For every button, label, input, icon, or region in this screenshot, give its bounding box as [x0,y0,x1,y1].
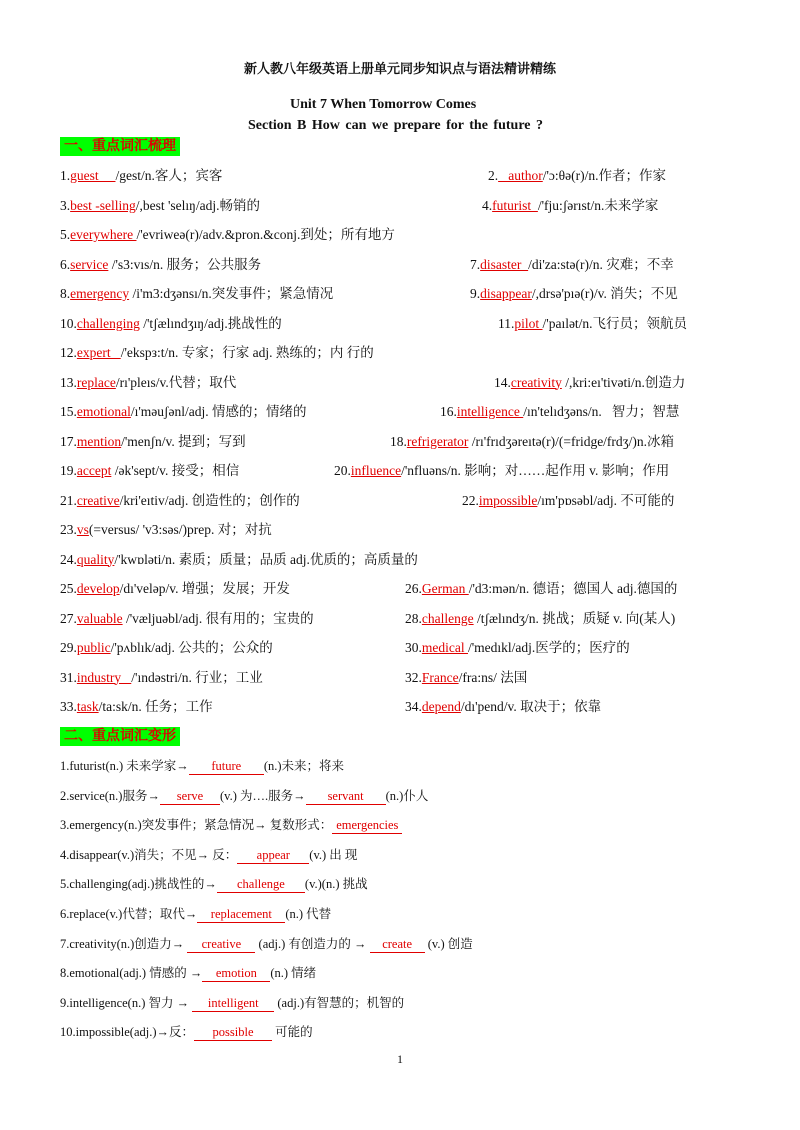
vocab-number: 31. [60,669,77,685]
word-form-row [60,756,344,776]
vocab-row [0,697,800,717]
vocab-definition: /'ekspз:t/n. 专家；行家 adj. 熟练的；内 行的 [120,345,374,360]
vocab-row [0,373,800,393]
word-form-answer: replacement [197,907,285,923]
vocab-word: replace [76,374,116,390]
vocab-entry-left [60,697,213,717]
word-form-text: (v.) 出 现 [309,847,358,862]
vocab-word: depend [421,699,461,714]
word-form-row [60,845,357,865]
word-form-text: 10.impossible(adj.)→反： [60,1025,195,1040]
vocab-entry-left [60,432,246,452]
vocab-entry-right [405,697,601,717]
vocab-row [0,668,800,688]
vocab-definition: /'kwɒləti/n. 素质；质量；品质 adj.优质的；高质量的 [114,551,418,567]
vocab-definition: /'nfluəns/n. 影响；对……起作用 v. 影响；作用 [401,463,670,478]
vocab-row [0,402,800,422]
vocab-definition: /di'za:stə(r)/n. 灾难；不幸 [528,256,674,272]
vocab-definition: /'paılət/n.飞行员；领航员 [542,315,688,331]
word-form-answer: creative [187,937,255,953]
vocab-definition: /rı'frıdʒəreıtə(r)/(=fridge/frdʒ/)n.冰箱 [468,433,675,449]
vocab-row [0,550,800,570]
vocab-number: 10. [60,315,77,331]
vocab-number: 9. [470,286,481,301]
vocab-definition: (=versus/ 'v3:səs/)prep. 对；对抗 [88,522,272,537]
vocab-number: 18. [390,433,407,449]
word-form-text: 6.replace(v.)代替；取代→ [60,907,198,921]
vocab-number: 7. [470,256,481,272]
word-form-text: 7.creativity(n.)创造力→ [60,936,188,951]
vocab-definition: /rı'pleıs/v.代替；取代 [115,374,237,390]
vocab-word: disaster [480,256,529,272]
word-form-row [60,1022,313,1042]
vocab-definition: /'væljuəbl/adj. 很有用的；宝贵的 [122,610,314,626]
vocab-number: 13. [60,374,77,390]
vocab-word: creative [76,492,120,508]
vocab-entry-left [60,314,282,334]
vocab-number: 8. [60,286,71,301]
vocab-word: everywhere [70,227,137,242]
vocab-number: 3. [60,197,71,213]
word-form-answer: challenge [217,877,305,893]
vocab-definition: /fra:ns/ 法国 [458,669,528,685]
word-form-row [60,874,368,894]
vocab-word: France [421,669,459,685]
word-form-text: 3.emergency(n.)突发事件；紧急情况→ 复数形式： [60,818,333,833]
vocab-entry-right [494,373,685,393]
vocab-entry-right [462,491,674,511]
vocab-entry-right [440,402,679,422]
vocab-entry-right [482,196,658,216]
vocab-number: 29. [60,640,77,655]
vocab-definition: /'ındəstri/n. 行业；工业 [131,669,263,685]
word-form-text: 2.service(n.)服务→ [60,788,160,803]
vocab-word: impossible [478,492,538,508]
vocab-word: emotional [76,404,131,419]
vocab-word: quality [76,551,115,567]
vocab-entry-right [405,638,630,658]
vocab-word: service [70,256,109,272]
vocab-row [0,579,800,599]
word-form-row [60,963,316,983]
word-form-text: (n.) 代替 [285,907,332,921]
vocab-definition: /tʃælındʒ/n. 挑战；质疑 v. 向(某人) [473,610,676,626]
vocab-entry-left [60,609,314,629]
heading-vocabulary: 一、重点词汇梳理 [60,137,180,156]
vocab-definition: /ın'telıdʒəns/n. 智力；智慧 [523,404,680,419]
word-form-text: 8.emotional(adj.) 情感的 → [60,966,203,981]
vocab-number: 25. [60,581,77,596]
vocab-word: industry [76,669,132,685]
vocab-number: 16. [440,404,457,419]
vocab-word: expert [76,345,121,360]
word-form-text: (n.) 情绪 [270,966,317,981]
vocab-definition: /i'm3:dʒənsı/n.突发事件；紧急情况 [129,286,334,301]
word-form-text: 5.challenging(adj.)挑战性的→ [60,877,217,892]
vocab-number: 19. [60,463,77,478]
vocab-entry-left [60,373,236,393]
vocab-number: 14. [494,374,511,390]
vocab-definition: /'medıkl/adj.医学的；医疗的 [467,640,630,655]
vocab-word: intelligence [456,404,524,419]
vocab-entry-left [60,402,307,422]
word-form-text: 9.intelligence(n.) 智力 → [60,995,193,1010]
vocab-word: vs [76,522,89,537]
vocab-number: 32. [405,669,422,685]
vocab-entry-right [390,432,674,452]
vocab-row [0,609,800,629]
vocab-entry-left [60,520,272,540]
vocab-entry-left [60,284,333,304]
vocab-row [0,196,800,216]
vocab-definition: /,drsə'pıə(r)/v. 消失；不见 [531,286,678,301]
vocab-row [0,491,800,511]
word-form-text: (n.)未来；将来 [263,759,345,773]
vocab-number: 4. [482,197,493,213]
vocab-number: 15. [60,404,77,419]
word-form-row [60,993,404,1013]
vocab-word: author [498,168,543,183]
vocab-entry-right [498,314,687,334]
vocab-entry-right [470,255,674,275]
vocab-number: 24. [60,551,77,567]
vocab-entry-left [60,166,222,186]
vocab-definition: /'menʃn/v. 提到；写到 [121,433,246,449]
word-form-row [60,904,331,924]
vocab-word: guest [70,168,116,183]
word-form-row [60,786,428,806]
vocab-definition: /ək'sept/v. 接受；相信 [111,463,240,478]
vocab-number: 23. [60,522,77,537]
vocab-number: 30. [405,640,422,655]
word-form-row [60,934,473,954]
vocab-entry-left [60,225,395,245]
vocab-entry-left [60,668,263,688]
vocab-word: futurist [492,197,538,213]
vocab-word: creativity [510,374,562,390]
word-form-text: (adj.) 有创造力的 → [255,936,370,951]
vocab-word: public [76,640,111,655]
vocab-definition: /'d3:mən/n. 德语；德国人 adj.德国的 [468,581,678,596]
vocab-word: develop [76,581,120,596]
vocab-entry-right [405,609,675,629]
vocab-entry-left [60,196,260,216]
word-form-text: (v.)(n.) 挑战 [304,877,368,892]
vocab-word: mention [76,433,122,449]
vocab-entry-left [60,550,418,570]
page-number: 1 [397,1052,403,1066]
vocab-definition: /'s3:vıs/n. 服务；公共服务 [108,256,262,272]
vocab-word: influence [350,463,402,478]
vocab-entry-left [60,461,239,481]
word-form-text: 1.futurist(n.) 未来学家→ [60,759,189,773]
vocab-row [0,166,800,186]
vocab-number: 26. [405,581,422,596]
vocab-word: challenge [421,610,474,626]
vocab-row [0,461,800,481]
word-form-answer: emergencies [332,818,402,834]
vocab-word: emergency [70,286,130,301]
vocab-row [0,255,800,275]
vocab-entry-left [60,579,290,599]
vocab-number: 27. [60,610,77,626]
unit-title: Unit 7 When Tomorrow Comes [290,97,477,112]
vocab-definition: /dı'pend/v. 取决于；依靠 [460,699,602,714]
vocab-entry-right [334,461,669,481]
vocab-definition: /,kri:eı'tivəti/n.创造力 [561,374,686,390]
vocab-number: 34. [405,699,422,714]
word-form-answer: create [370,937,425,953]
vocab-number: 11. [498,315,515,331]
word-form-answer: appear [237,848,309,864]
vocab-word: best -selling [70,197,136,213]
word-form-row [60,815,402,835]
word-form-text: 4.disappear(v.)消失；不见→ 反： [60,847,238,862]
word-form-answer: future [189,759,264,775]
word-form-text: (n.)仆人 [385,788,429,803]
word-form-answer: emotion [202,966,270,982]
word-form-answer: intelligent [192,996,274,1012]
vocab-definition: /,best 'selıŋ/adj.畅销的 [135,197,260,213]
vocab-row [0,638,800,658]
vocab-number: 20. [334,463,351,478]
vocab-row [0,225,800,245]
vocab-definition: /'ɔ:θə(r)/n.作者；作家 [542,168,666,183]
word-form-answer: servant [306,789,386,805]
vocab-number: 1. [60,168,71,183]
vocab-row [0,343,800,363]
vocab-definition: /'evriweə(r)/adv.&pron.&conj.到处；所有地方 [136,227,395,242]
vocab-word: accept [76,463,112,478]
vocab-word: task [76,699,99,714]
word-form-answer: serve [160,789,220,805]
vocab-definition: /ım'pɒsəbl/adj. 不可能的 [537,492,675,508]
vocab-word: medical [421,640,468,655]
vocab-word: disappear [480,286,532,301]
word-form-text: 可能的 [272,1025,313,1040]
vocab-word: valuable [76,610,123,626]
vocab-entry-left [60,343,374,363]
vocab-word: challenging [76,315,140,331]
vocab-entry-left [60,638,273,658]
vocab-number: 21. [60,492,77,508]
vocab-definition: /gest/n.客人；宾客 [115,168,223,183]
vocab-number: 5. [60,227,71,242]
vocab-entry-left [60,255,261,275]
vocab-definition: /'fju:ʃərıst/n.未来学家 [537,197,659,213]
vocab-number: 12. [60,345,77,360]
vocab-number: 17. [60,433,77,449]
section-title: Section B How can we prepare for the future ? [248,118,543,133]
vocab-number: 6. [60,256,71,272]
vocab-definition: /kri'eıtiv/adj. 创造性的；创作的 [119,492,300,508]
vocab-row [0,314,800,334]
document-header: 新人教八年级英语上册单元同步知识点与语法精讲精练 [243,61,556,76]
vocab-entry-right [488,166,666,186]
vocab-entry-left [60,491,300,511]
vocab-number: 22. [462,492,479,508]
vocab-word: refrigerator [406,433,469,449]
vocab-entry-right [470,284,678,304]
vocab-row [0,520,800,540]
vocab-definition: /'pʌblık/adj. 公共的；公众的 [110,640,273,655]
vocab-definition: /'tʃælındʒıŋ/adj.挑战性的 [139,315,282,331]
vocab-definition: /dı'veləp/v. 增强；发展；开发 [119,581,290,596]
vocab-word: German [421,581,469,596]
vocab-entry-right [405,579,677,599]
vocab-definition: /ta:sk/n. 任务；工作 [98,699,213,714]
vocab-row [0,284,800,304]
heading-word-forms: 二、重点词汇变形 [60,727,180,746]
vocab-number: 33. [60,699,77,714]
word-form-text: (adj.)有智慧的；机智的 [274,995,405,1010]
vocab-row [0,432,800,452]
vocab-number: 2. [488,168,499,183]
word-form-text: (v.) 为….服务→ [219,788,306,803]
vocab-definition: /ı'məuʃənl/adj. 情感的；情绪的 [130,404,307,419]
word-form-text: (v.) 创造 [424,936,473,951]
vocab-entry-right [405,668,527,688]
vocab-number: 28. [405,610,422,626]
word-form-answer: possible [194,1025,272,1041]
vocab-word: pilot [514,315,543,331]
